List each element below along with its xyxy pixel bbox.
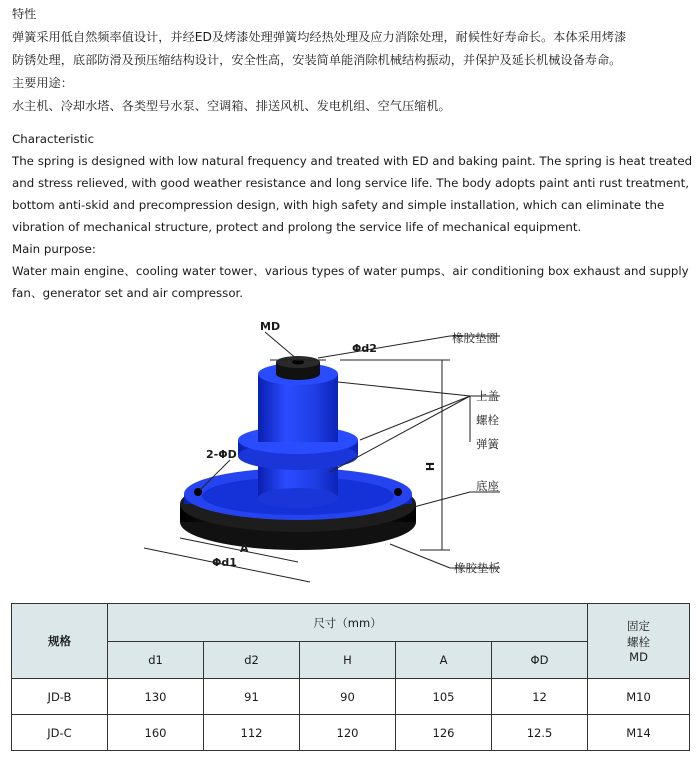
cell-d1: 130 [108,679,204,715]
header-a: A [396,642,492,679]
label-h: H [424,461,438,472]
cell-model: JD-C [12,715,108,751]
header-size: 尺寸（mm） [108,604,588,642]
zh-paragraph-line-2: 防锈处理，底部防滑及预压缩结构设计，安全性高，安装简单能消除机械结构振动，并保护及延长机械设备寿命。 [12,53,622,67]
cell-model: JD-B [12,679,108,715]
cell-md: M10 [588,679,690,715]
cell-phid: 12 [492,679,588,715]
label-d2: Φd2 [352,342,377,355]
zh-heading: 特性 [12,7,37,21]
zh-purpose-text: 水主机、冷却水塔、各类型号水泵、空调箱、排送风机、发电机组、空气压缩机。 [12,99,451,113]
en-heading: Characteristic [12,132,95,146]
table-row [12,715,690,751]
cell-md: M14 [588,715,690,751]
cell-d2: 112 [204,715,300,751]
en-purpose-line-1: Water main engine、cooling water tower、various types of water pumps、air conditioning box exhaust and supply [12,264,689,278]
english-description [12,128,692,304]
label-md: MD [260,320,281,333]
label-rubber-pad: 橡胶垫板 [454,561,500,575]
zh-paragraph-line-1: 弹簧采用低自然频率值设计，并经ED及烤漆处理弹簧均经热处理及应力消除处理，耐候性好寿命长。本体采用烤漆 [12,30,627,44]
cell-a: 126 [396,715,492,751]
product-diagram [120,312,540,584]
label-a: A [240,542,249,555]
header-h: H [300,642,396,679]
header-bolt-line-3: MD [629,650,648,664]
chinese-description [12,3,692,118]
spec-table [11,603,690,751]
header-d2: d2 [204,642,300,679]
en-line-4: vibration of mechanical structure, protect and prolong the service life of mechanical equipment. [12,220,582,234]
table-row [12,679,690,715]
en-purpose-heading: Main purpose: [12,242,96,256]
cell-d1: 160 [108,715,204,751]
label-2d: 2-ΦD [206,448,237,461]
label-bolt: 螺栓 [476,413,499,427]
label-d1: Φd1 [212,556,237,569]
en-line-2: and stress relieved, with good weather resistance and long service life. The body adopts paint anti rust treatment, [12,176,689,190]
en-line-1: The spring is designed with low natural frequency and treated with ED and baking paint. The spring is heat treated [12,154,693,168]
label-base: 底座 [476,479,499,493]
cell-a: 105 [396,679,492,715]
header-bolt-line-1: 固定 [627,619,651,633]
label-top-cover: 上盖 [476,389,499,403]
cell-h: 90 [300,679,396,715]
header-d1: d1 [108,642,204,679]
header-bolt-line-2: 螺栓 [627,635,651,649]
cell-phid: 12.5 [492,715,588,751]
label-spring: 弹簧 [476,437,499,451]
cell-h: 120 [300,715,396,751]
zh-purpose-heading: 主要用途： [12,76,73,90]
header-phid: ΦD [492,642,588,679]
header-spec: 规格 [12,604,108,679]
header-bolt [588,604,690,679]
cell-d2: 91 [204,679,300,715]
label-rubber-ring: 橡胶垫圈 [452,331,498,345]
en-line-3: bottom anti-skid and precompression design, with high safety and simple installation, which can eliminate the [12,198,665,212]
en-purpose-line-2: fan、generator set and air compressor. [12,286,244,300]
